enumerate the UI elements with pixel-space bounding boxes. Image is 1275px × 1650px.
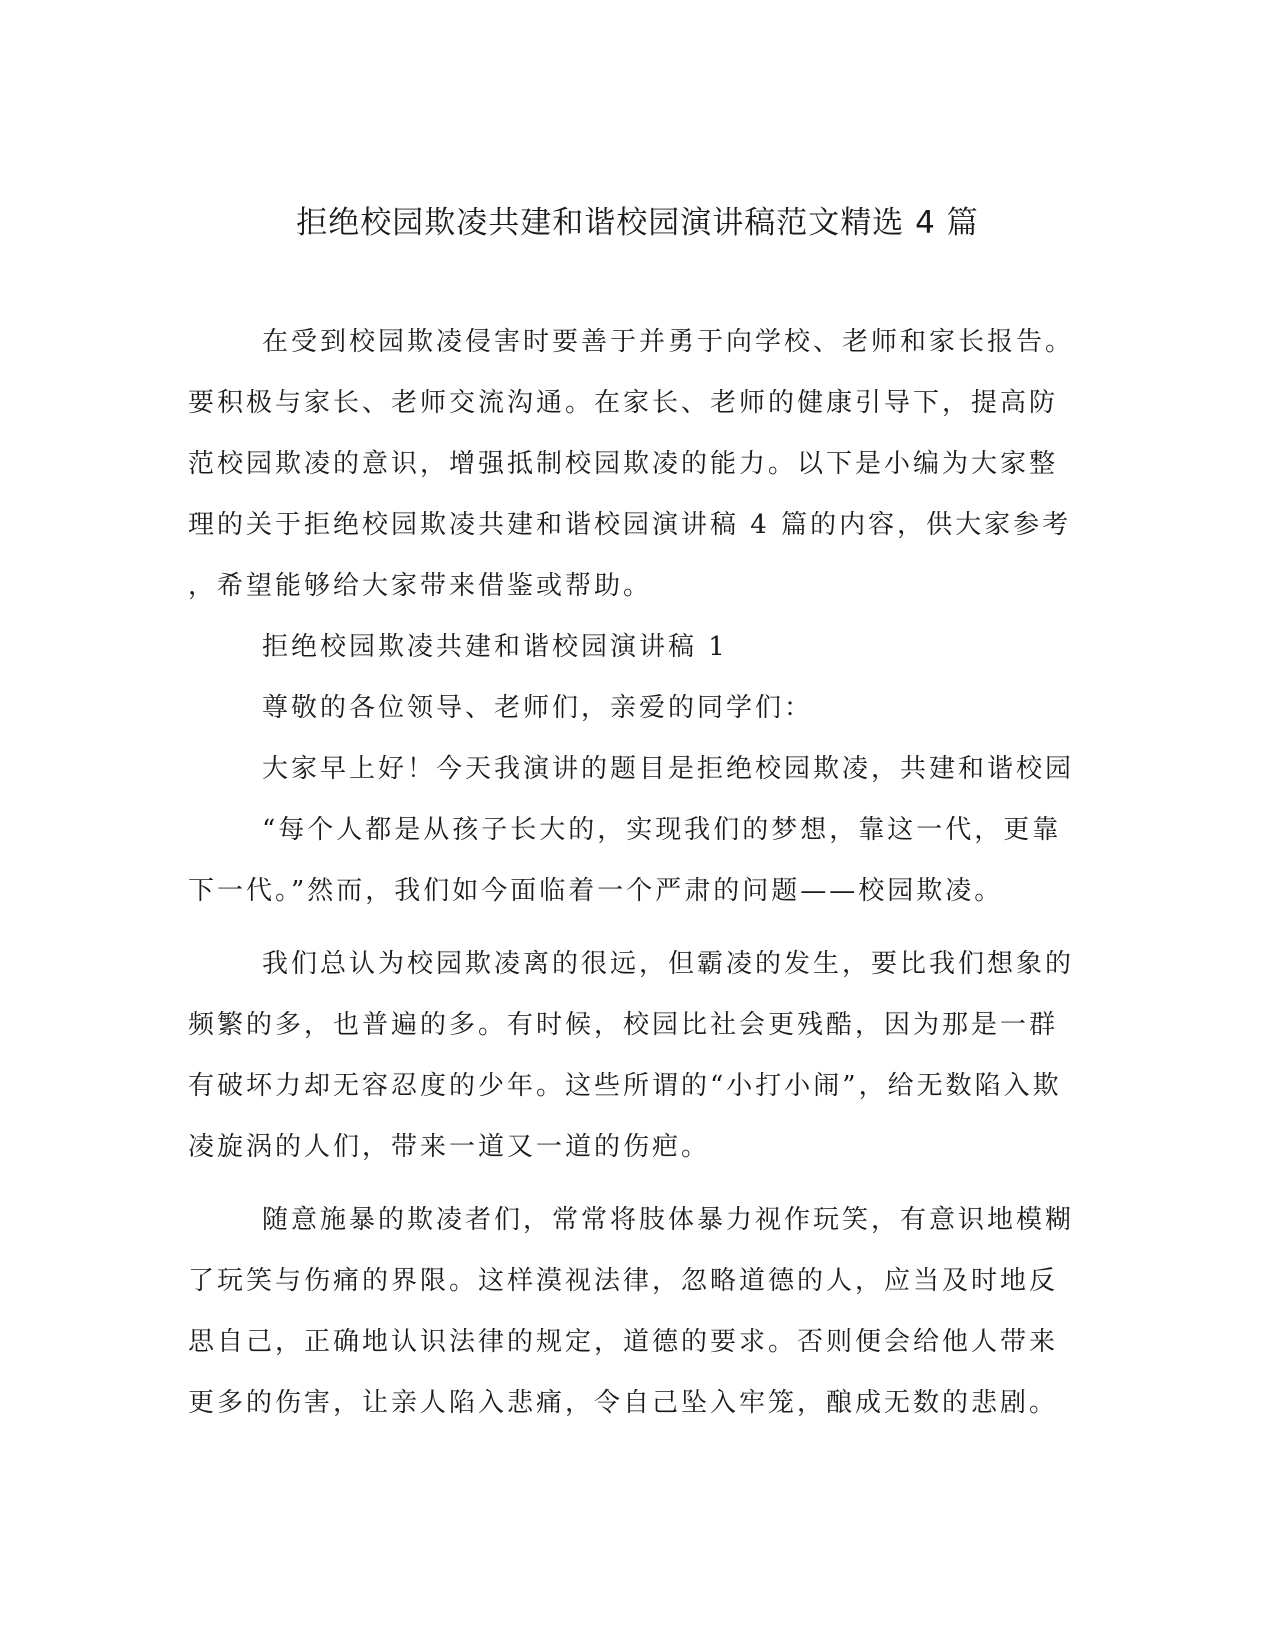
- paragraph-line: 我们总认为校园欺凌离的很远，但霸凌的发生，要比我们想象的: [262, 949, 1075, 979]
- paragraph-line: 下一代。”然而，我们如今面临着一个严肃的问题——校园欺凌。: [188, 876, 1004, 906]
- paragraph-line: 在受到校园欺凌侵害时要善于并勇于向学校、老师和家长报告。: [262, 327, 1075, 357]
- paragraph-spacer: [188, 922, 1068, 934]
- paragraph-line: 要积极与家长、老师交流沟通。在家长、老师的健康引导下，提高防: [188, 388, 1059, 418]
- bullying-frequency-paragraph: [188, 934, 1075, 1178]
- document-body: [188, 312, 1075, 1434]
- bullies-paragraph: [188, 1190, 1075, 1434]
- paragraph-line: 范校园欺凌的意识，增强抵制校园欺凌的能力。以下是小编为大家整: [188, 449, 1059, 479]
- paragraph-spacer: [188, 1178, 1068, 1190]
- paragraph-line: 思自己，正确地认识法律的规定，道德的要求。否则便会给他人带来: [188, 1327, 1059, 1357]
- greeting: 大家早上好！今天我演讲的题目是拒绝校园欺凌，共建和谐校园: [262, 754, 1075, 784]
- intro-paragraph: [188, 312, 1075, 617]
- paragraph-line: 更多的伤害，让亲人陷入悲痛，令自己坠入牢笼，酿成无数的悲剧。: [188, 1388, 1059, 1418]
- paragraph-line: 了玩笑与伤痛的界限。这样漠视法律，忽略道德的人，应当及时地反: [188, 1266, 1059, 1296]
- paragraph-line: 随意施暴的欺凌者们，常常将肢体暴力视作玩笑，有意识地模糊: [262, 1205, 1075, 1235]
- paragraph-line: 有破坏力却无容忍度的少年。这些所谓的“小打小闹”，给无数陷入欺: [188, 1071, 1062, 1101]
- paragraph-line: 理的关于拒绝校园欺凌共建和谐校园演讲稿 4 篇的内容，供大家参考: [188, 510, 1072, 540]
- salutation: 尊敬的各位领导、老师们，亲爱的同学们：: [262, 693, 814, 723]
- paragraph-line: 频繁的多，也普遍的多。有时候，校园比社会更残酷，因为那是一群: [188, 1010, 1059, 1040]
- paragraph-line: “每个人都是从孩子长大的，实现我们的梦想，靠这一代，更靠: [262, 815, 1062, 845]
- paragraph-line: 凌旋涡的人们，带来一道又一道的伤疤。: [188, 1132, 711, 1162]
- document-title: 拒绝校园欺凌共建和谐校园演讲稿范文精选 4 篇: [296, 205, 979, 241]
- speech-heading: 拒绝校园欺凌共建和谐校园演讲稿 1: [262, 632, 728, 662]
- quote-paragraph: [188, 800, 1068, 922]
- paragraph-line: ，希望能够给大家带来借鉴或帮助。: [188, 571, 653, 601]
